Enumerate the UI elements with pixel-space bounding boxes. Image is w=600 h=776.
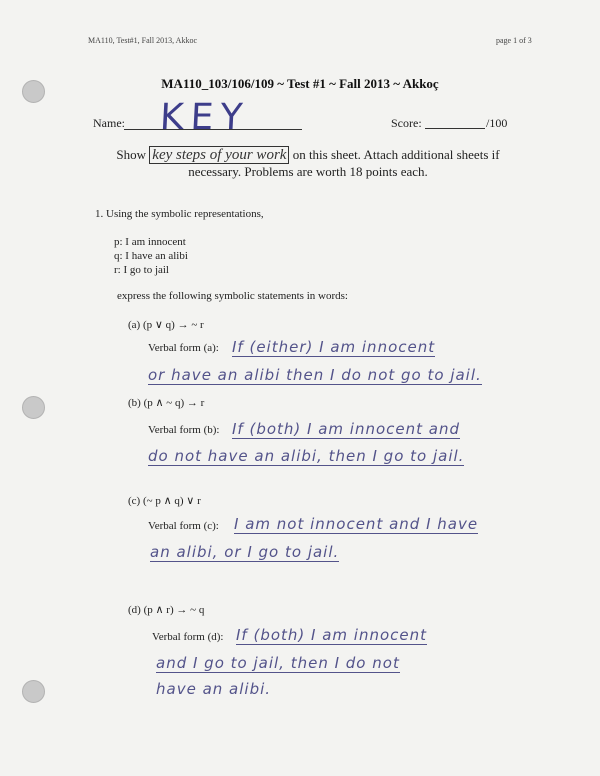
part-c-answer-line1: I am not innocent and I have (234, 515, 479, 533)
punch-hole-bottom (22, 680, 45, 703)
part-d-label: (d) (p ∧ r) → ~ q (128, 604, 205, 616)
part-c-verbal-label: Verbal form (c): (148, 520, 219, 532)
part-d-answer-line3: have an alibi. (156, 680, 272, 698)
part-d-answer-line1: If (both) I am innocent (236, 626, 428, 644)
instructions-boxed: key steps of your work (149, 146, 289, 164)
question-1-prompt: 1. Using the symbolic representations, (95, 208, 264, 220)
instructions-post: on this sheet. Attach additional sheets if (292, 147, 500, 162)
header-left: MA110, Test#1, Fall 2013, Akkoc (88, 36, 197, 45)
part-d-verbal-label: Verbal form (d): (152, 631, 224, 643)
part-a-label: (a) (p ∨ q) → ~ r (128, 319, 204, 331)
part-b-answer-line1: If (both) I am innocent and (232, 420, 461, 438)
express-instructions: express the following symbolic statements in words: (117, 290, 348, 302)
punch-hole-middle (22, 396, 45, 419)
symbol-r: r: I go to jail (114, 264, 169, 276)
part-b-label: (b) (p ∧ ~ q) → r (128, 397, 205, 409)
symbol-p: p: I am innocent (114, 236, 186, 248)
part-a-verbal-label: Verbal form (a): (148, 342, 219, 354)
header-page-number: page 1 of 3 (496, 36, 532, 45)
instructions-line1 (88, 146, 528, 164)
part-c-answer-line2: an alibi, or I go to jail. (150, 543, 340, 561)
page-title: MA110_103/106/109 ~ Test #1 ~ Fall 2013 ~ Akkoç (161, 76, 439, 91)
name-label: Name: (93, 116, 125, 130)
symbol-q: q: I have an alibi (114, 250, 188, 262)
score-max: /100 (486, 116, 508, 130)
part-a-answer-line1: If (either) I am innocent (232, 338, 436, 356)
name-value-handwritten: KEY (158, 97, 251, 138)
instructions-line2: necessary. Problems are worth 18 points each. (188, 164, 428, 179)
part-b-answer-line2: do not have an alibi, then I go to jail. (148, 447, 465, 465)
part-c-label: (c) (~ p ∧ q) ∨ r (128, 495, 201, 507)
part-b-verbal-label: Verbal form (b): (148, 424, 220, 436)
part-a-answer-line2: or have an alibi then I do not go to jail. (148, 366, 482, 384)
instructions-pre: Show (116, 147, 147, 162)
score-label: Score: (391, 116, 422, 130)
score-line (425, 128, 485, 129)
part-d-answer-line2: and I go to jail, then I do not (156, 654, 400, 672)
